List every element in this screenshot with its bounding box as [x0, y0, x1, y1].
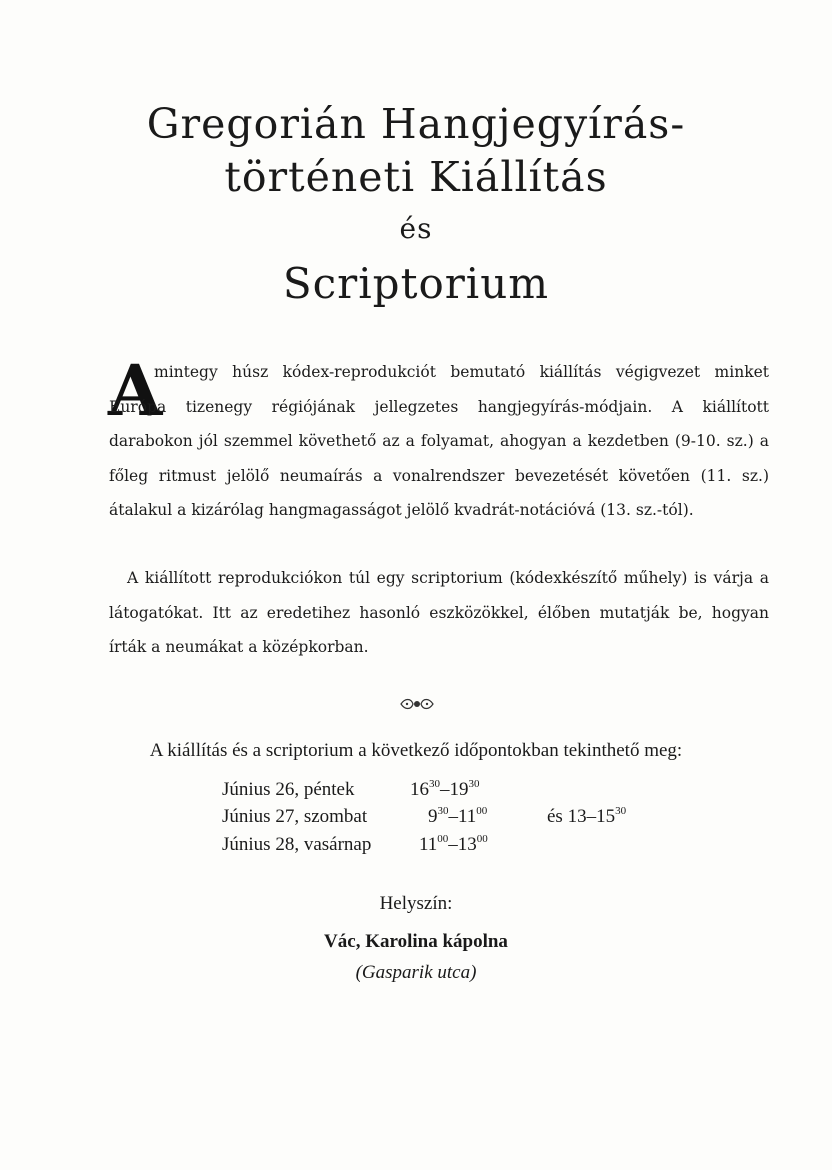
venue-street: (Gasparik utca) — [355, 962, 477, 983]
body-paragraph-1: mintegy húsz kódex-reprodukciót bemutató kiállítás végigvezet minket Európa tizenegy régiójának jellegzetes hangjegyírás-módjain. A kiállított darabokon jól szemmel követhető az a folyamat, ahogyan a kezdetben (9-10. sz.) a főleg ritmust jelölő neumaírás a vonalrendszer bevezetését követően (11. sz.) átalakul a kizárólag hangmagasságot jelölő kvadrát-notációvá (13. sz.-tól). — [109, 363, 769, 519]
title-conjunction: és — [399, 212, 433, 245]
title-line-4: Scriptorium — [282, 259, 550, 308]
location-label: Helyszín: — [379, 893, 453, 914]
title-line-2: történeti Kiállítás — [224, 153, 608, 201]
schedule-extra-time: és $13-15^{30}$ — [547, 805, 627, 827]
schedule-intro: A kiállítás és a scriptorium a következő időpontokban tekinthető meg: — [149, 740, 683, 761]
schedule-time: $16^{30}-19^{30}$ — [410, 778, 480, 800]
drop-cap-letter: A — [108, 349, 163, 432]
schedule-day: Június 28, vasárnap — [222, 834, 372, 855]
title-line-1: Gregorián Hangjegyírás- — [146, 100, 686, 148]
schedule-day: Június 27, szombat — [222, 806, 368, 827]
body-paragraph-2: A kiállított reprodukciókon túl egy scriptorium (kódexkészítő műhely) is várja a látogatókat. Itt az eredetihez hasonló eszközökkel, élőben mutatják be, hogyan írták a neumákat a középkorban. — [109, 569, 769, 656]
schedule-time: $9^{30}-11^{00}$ — [428, 805, 488, 827]
floral-divider-icon — [399, 697, 435, 716]
venue-name: Vác, Karolina kápolna — [324, 931, 508, 952]
schedule-day: Június 26, péntek — [222, 779, 355, 800]
schedule-time: $11^{00}-13^{00}$ — [419, 833, 488, 855]
